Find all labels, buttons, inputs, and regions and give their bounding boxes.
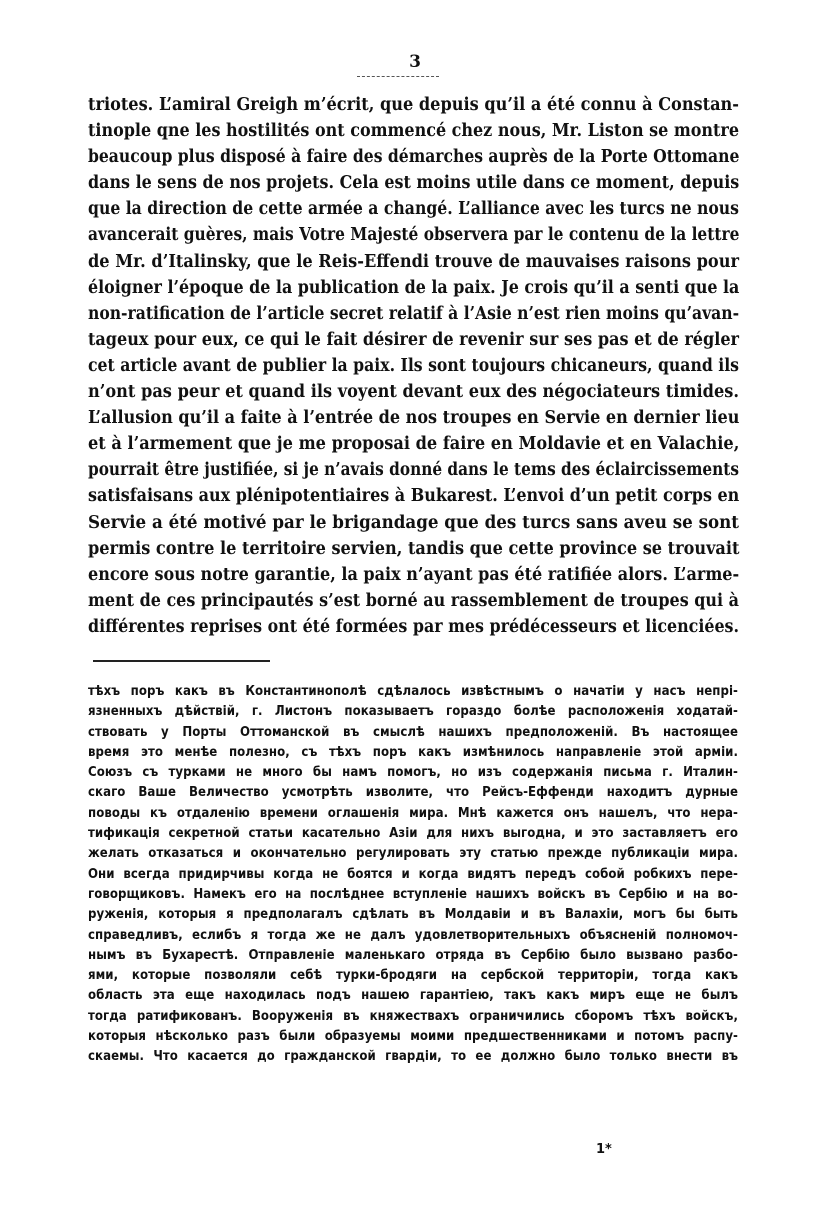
footnote-line: область эта еще находилась подъ нашею гарантіею, такъ какъ миръ еще не былъ bbox=[88, 988, 738, 1004]
footnote-line: справедливъ, еслибъ я тогда же не далъ удовлетворительныхъ объясненій полномоч- bbox=[88, 927, 738, 943]
footnote-line: руженія, которыя я предполагалъ сдѣлать въ Молдавіи и въ Валахіи, могъ бы быть bbox=[88, 907, 738, 923]
main-text-french bbox=[88, 92, 739, 640]
footnote-line: нымъ въ Бухарестѣ. Отправленіе маленькаго отряда въ Сербію было вызвано разбо- bbox=[88, 947, 738, 963]
main_text-line: de Mr. d’Italinsky, que le Reis-Effendi trouve de mauvaises raisons pour bbox=[88, 251, 739, 272]
main_text-line: triotes. L’amiral Greigh m’écrit, que depuis qu’il a été connu à Constan- bbox=[88, 95, 739, 115]
footnote-line: скаго Ваше Величество усмотрѣть изволите, что Рейсъ-Еффенди находитъ дурные bbox=[88, 785, 738, 801]
main_text-line: éloigner l’époque de la publication de la paix. Je crois qu’il a senti que la bbox=[88, 277, 740, 298]
main_text-line: dans le sens de nos projets. Cela est moins utile dans ce moment, depuis bbox=[88, 173, 740, 194]
footnote-line: время это менѣе полезно, съ тѣхъ поръ какъ измѣнилось направленіе этой арміи. bbox=[88, 744, 738, 760]
main_text-line: beaucoup plus disposé à faire des démarches auprès de la Porte Ottomane bbox=[88, 147, 740, 168]
main_text-line: non-ratification de l’article secret relatif à l’Asie n’est rien moins qu’avan- bbox=[88, 303, 740, 324]
main_text-line: satisfaisans aux plénipotentiaires à Bukarest. L’envoi d’un petit corps en bbox=[88, 486, 740, 507]
main_text-line: pourrait être justifiée, si je n’avais donné dans le tems des éclaircissements bbox=[88, 460, 739, 481]
main_text-line: et à l’armement que je me proposai de faire en Moldavie et en Valachie, bbox=[88, 434, 740, 455]
main_text-line: permis contre le territoire servien, tandis que cette province se trouvait bbox=[88, 538, 740, 559]
footnote-line: Они всегда придирчивы когда не боятся и когда видятъ передъ собой робкихъ пере- bbox=[88, 866, 738, 882]
footnote-line: желать отказаться и окончательно регулировать эту статью прежде публикаціи мира. bbox=[88, 846, 738, 862]
main_text-line: Servie a été motivé par le brigandage que des turcs sans aveu se sont bbox=[88, 512, 740, 533]
footnote-line: ями, которые позволяли себѣ турки-бродяги на сербской территоріи, тогда какъ bbox=[88, 968, 738, 984]
footnote-line: тификація секретной статьи касательно Азіи для нихъ выгодна, и это заставляетъ его bbox=[88, 826, 738, 842]
footnote-line: скаемы. Что касается до гражданской гвардіи, то ее должно было только внести въ bbox=[88, 1049, 738, 1065]
main_text-line: encore sous notre garantie, la paix n’ayant pas été ratifiée alors. L’arme- bbox=[88, 564, 740, 585]
main_text-line: tinople qne les hostilités ont commencé chez nous, Mr. Liston se montre bbox=[88, 121, 740, 142]
main_text-line: cet article avant de publier la paix. Ils sont toujours chicaneurs, quand ils bbox=[88, 355, 740, 376]
footnote-line: говорщиковъ. Намекъ его на послѣднее вступленіе нашихъ войскъ въ Сербію и на во- bbox=[88, 886, 738, 902]
main_text-line: avancerait guères, mais Votre Majesté observera par le contenu de la lettre bbox=[88, 225, 740, 246]
main_text-line: différentes reprises ont été formées par mes prédécesseurs et licenciées. bbox=[88, 616, 740, 637]
footnote-separator bbox=[93, 660, 270, 662]
footnote-line: поводы къ отдаленію времени оглашенія мира. Мнѣ кажется онъ нашелъ, что нера- bbox=[88, 805, 738, 821]
main_text-line: L’allusion qu’il a faite à l’entrée de nos troupes en Servie en dernier lieu bbox=[88, 408, 740, 429]
footnote-text-russian bbox=[88, 682, 738, 1068]
main_text-line: tageux pour eux, ce qui le fait désirer de revenir sur ses pas et de régler bbox=[88, 329, 740, 350]
footnote-line: Союзъ съ турками не много бы намъ помогъ, но изъ содержанія письма г. Италин- bbox=[88, 765, 738, 781]
footnote-line: ствовать у Порты Оттоманской въ смыслѣ нашихъ предположеній. Въ настоящее bbox=[88, 724, 738, 740]
main_text-line: n’ont pas peur et quand ils voyent devant eux des négociateurs timides. bbox=[88, 382, 739, 403]
footnote-line: тѣхъ поръ какъ въ Константинополѣ сдѣлалось извѣстнымъ о начатіи у насъ непрі- bbox=[88, 684, 738, 699]
signature-mark: 1* bbox=[596, 1142, 612, 1157]
footnote-line: которыя нѣсколько разъ были образуемы моими предшественниками и потомъ распу- bbox=[88, 1029, 738, 1045]
page-number: 3 bbox=[409, 52, 422, 72]
main_text-line: ment de ces principautés s’est borné au rassemblement de troupes qui à bbox=[88, 590, 739, 611]
page-number-underline bbox=[357, 76, 439, 77]
footnote-line: язненныхъ дѣйствій, г. Листонъ показываетъ гораздо болѣе расположенія ходатай- bbox=[88, 704, 738, 720]
footnote-line: тогда ратификованъ. Вооруженія въ княжествахъ ограничились сборомъ тѣхъ войскъ, bbox=[88, 1008, 738, 1024]
main_text-line: que la direction de cette armée a changé. L’alliance avec les turcs ne nous bbox=[88, 199, 739, 220]
